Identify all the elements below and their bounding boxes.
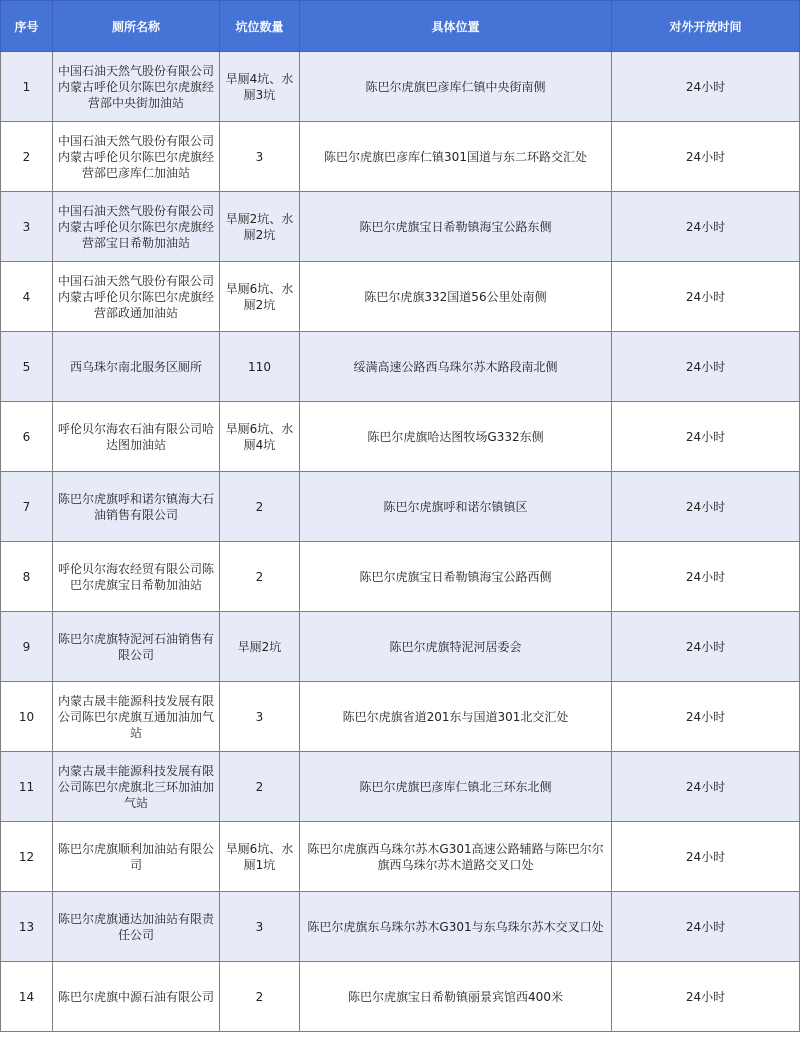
cell-count: 2 xyxy=(220,752,300,822)
cell-location: 陈巴尔虎旗宝日希勒镇海宝公路东侧 xyxy=(300,192,612,262)
cell-count: 3 xyxy=(220,682,300,752)
cell-location: 陈巴尔虎旗特泥河居委会 xyxy=(300,612,612,682)
cell-name: 陈巴尔虎旗中源石油有限公司 xyxy=(53,962,220,1032)
cell-hours: 24小时 xyxy=(612,752,800,822)
cell-location: 陈巴尔虎旗西乌珠尔苏木G301高速公路辅路与陈巴尔尔旗西乌珠尔苏木道路交叉口处 xyxy=(300,822,612,892)
cell-location: 陈巴尔虎旗宝日希勒镇丽景宾馆西400米 xyxy=(300,962,612,1032)
cell-count: 旱厕6坑、水厕2坑 xyxy=(220,262,300,332)
cell-count: 110 xyxy=(220,332,300,402)
cell-no: 3 xyxy=(1,192,53,262)
header-row xyxy=(1,1,800,52)
cell-hours: 24小时 xyxy=(612,262,800,332)
table-row xyxy=(1,332,800,402)
cell-name: 中国石油天然气股份有限公司内蒙古呼伦贝尔陈巴尔虎旗经营部中央街加油站 xyxy=(53,52,220,122)
cell-no: 4 xyxy=(1,262,53,332)
cell-count: 旱厕6坑、水厕1坑 xyxy=(220,822,300,892)
cell-count: 旱厕2坑 xyxy=(220,612,300,682)
cell-name: 中国石油天然气股份有限公司内蒙古呼伦贝尔陈巴尔虎旗经营部宝日希勒加油站 xyxy=(53,192,220,262)
cell-hours: 24小时 xyxy=(612,192,800,262)
cell-no: 10 xyxy=(1,682,53,752)
cell-count: 旱厕6坑、水厕4坑 xyxy=(220,402,300,472)
cell-no: 13 xyxy=(1,892,53,962)
header-location: 具体位置 xyxy=(300,1,612,52)
cell-location: 陈巴尔虎旗东乌珠尔苏木G301与东乌珠尔苏木交叉口处 xyxy=(300,892,612,962)
cell-no: 9 xyxy=(1,612,53,682)
table-row xyxy=(1,262,800,332)
cell-location: 绥满高速公路西乌珠尔苏木路段南北侧 xyxy=(300,332,612,402)
cell-name: 呼伦贝尔海农石油有限公司哈达图加油站 xyxy=(53,402,220,472)
table-row xyxy=(1,52,800,122)
table-row xyxy=(1,472,800,542)
cell-name: 内蒙古晟丰能源科技发展有限公司陈巴尔虎旗北三环加油加气站 xyxy=(53,752,220,822)
table-row xyxy=(1,892,800,962)
cell-name: 西乌珠尔南北服务区厕所 xyxy=(53,332,220,402)
cell-location: 陈巴尔虎旗省道201东与国道301北交汇处 xyxy=(300,682,612,752)
cell-no: 1 xyxy=(1,52,53,122)
cell-hours: 24小时 xyxy=(612,962,800,1032)
cell-location: 陈巴尔虎旗332国道56公里处南侧 xyxy=(300,262,612,332)
cell-location: 陈巴尔虎旗巴彦库仁镇301国道与东二环路交汇处 xyxy=(300,122,612,192)
cell-count: 3 xyxy=(220,892,300,962)
cell-location: 陈巴尔虎旗哈达图牧场G332东侧 xyxy=(300,402,612,472)
cell-hours: 24小时 xyxy=(612,402,800,472)
cell-no: 8 xyxy=(1,542,53,612)
cell-name: 中国石油天然气股份有限公司内蒙古呼伦贝尔陈巴尔虎旗经营部政通加油站 xyxy=(53,262,220,332)
cell-name: 呼伦贝尔海农经贸有限公司陈巴尔虎旗宝日希勒加油站 xyxy=(53,542,220,612)
cell-hours: 24小时 xyxy=(612,822,800,892)
table-row xyxy=(1,962,800,1032)
cell-location: 陈巴尔虎旗呼和诺尔镇镇区 xyxy=(300,472,612,542)
cell-name: 陈巴尔虎旗顺利加油站有限公司 xyxy=(53,822,220,892)
cell-count: 旱厕2坑、水厕2坑 xyxy=(220,192,300,262)
cell-location: 陈巴尔虎旗宝日希勒镇海宝公路西侧 xyxy=(300,542,612,612)
cell-hours: 24小时 xyxy=(612,682,800,752)
cell-no: 12 xyxy=(1,822,53,892)
header-hours: 对外开放时间 xyxy=(612,1,800,52)
cell-location: 陈巴尔虎旗巴彦库仁镇中央街南侧 xyxy=(300,52,612,122)
cell-no: 11 xyxy=(1,752,53,822)
cell-name: 中国石油天然气股份有限公司内蒙古呼伦贝尔陈巴尔虎旗经营部巴彦库仁加油站 xyxy=(53,122,220,192)
cell-no: 2 xyxy=(1,122,53,192)
cell-hours: 24小时 xyxy=(612,892,800,962)
cell-hours: 24小时 xyxy=(612,332,800,402)
table-row xyxy=(1,752,800,822)
cell-hours: 24小时 xyxy=(612,542,800,612)
cell-hours: 24小时 xyxy=(612,52,800,122)
table-row xyxy=(1,122,800,192)
cell-location: 陈巴尔虎旗巴彦库仁镇北三环东北侧 xyxy=(300,752,612,822)
cell-hours: 24小时 xyxy=(612,472,800,542)
cell-no: 5 xyxy=(1,332,53,402)
cell-count: 2 xyxy=(220,542,300,612)
header-name: 厕所名称 xyxy=(53,1,220,52)
cell-count: 2 xyxy=(220,962,300,1032)
table-row xyxy=(1,192,800,262)
header-no: 序号 xyxy=(1,1,53,52)
table-row xyxy=(1,612,800,682)
cell-count: 3 xyxy=(220,122,300,192)
table-row xyxy=(1,402,800,472)
cell-count: 旱厕4坑、水厕3坑 xyxy=(220,52,300,122)
header-count: 坑位数量 xyxy=(220,1,300,52)
cell-no: 7 xyxy=(1,472,53,542)
table-row xyxy=(1,682,800,752)
cell-name: 陈巴尔虎旗通达加油站有限责任公司 xyxy=(53,892,220,962)
cell-no: 14 xyxy=(1,962,53,1032)
table-row xyxy=(1,822,800,892)
cell-name: 陈巴尔虎旗呼和诺尔镇海大石油销售有限公司 xyxy=(53,472,220,542)
cell-hours: 24小时 xyxy=(612,612,800,682)
cell-hours: 24小时 xyxy=(612,122,800,192)
cell-name: 陈巴尔虎旗特泥河石油销售有限公司 xyxy=(53,612,220,682)
cell-count: 2 xyxy=(220,472,300,542)
table-row xyxy=(1,542,800,612)
cell-no: 6 xyxy=(1,402,53,472)
cell-name: 内蒙古晟丰能源科技发展有限公司陈巴尔虎旗互通加油加气站 xyxy=(53,682,220,752)
